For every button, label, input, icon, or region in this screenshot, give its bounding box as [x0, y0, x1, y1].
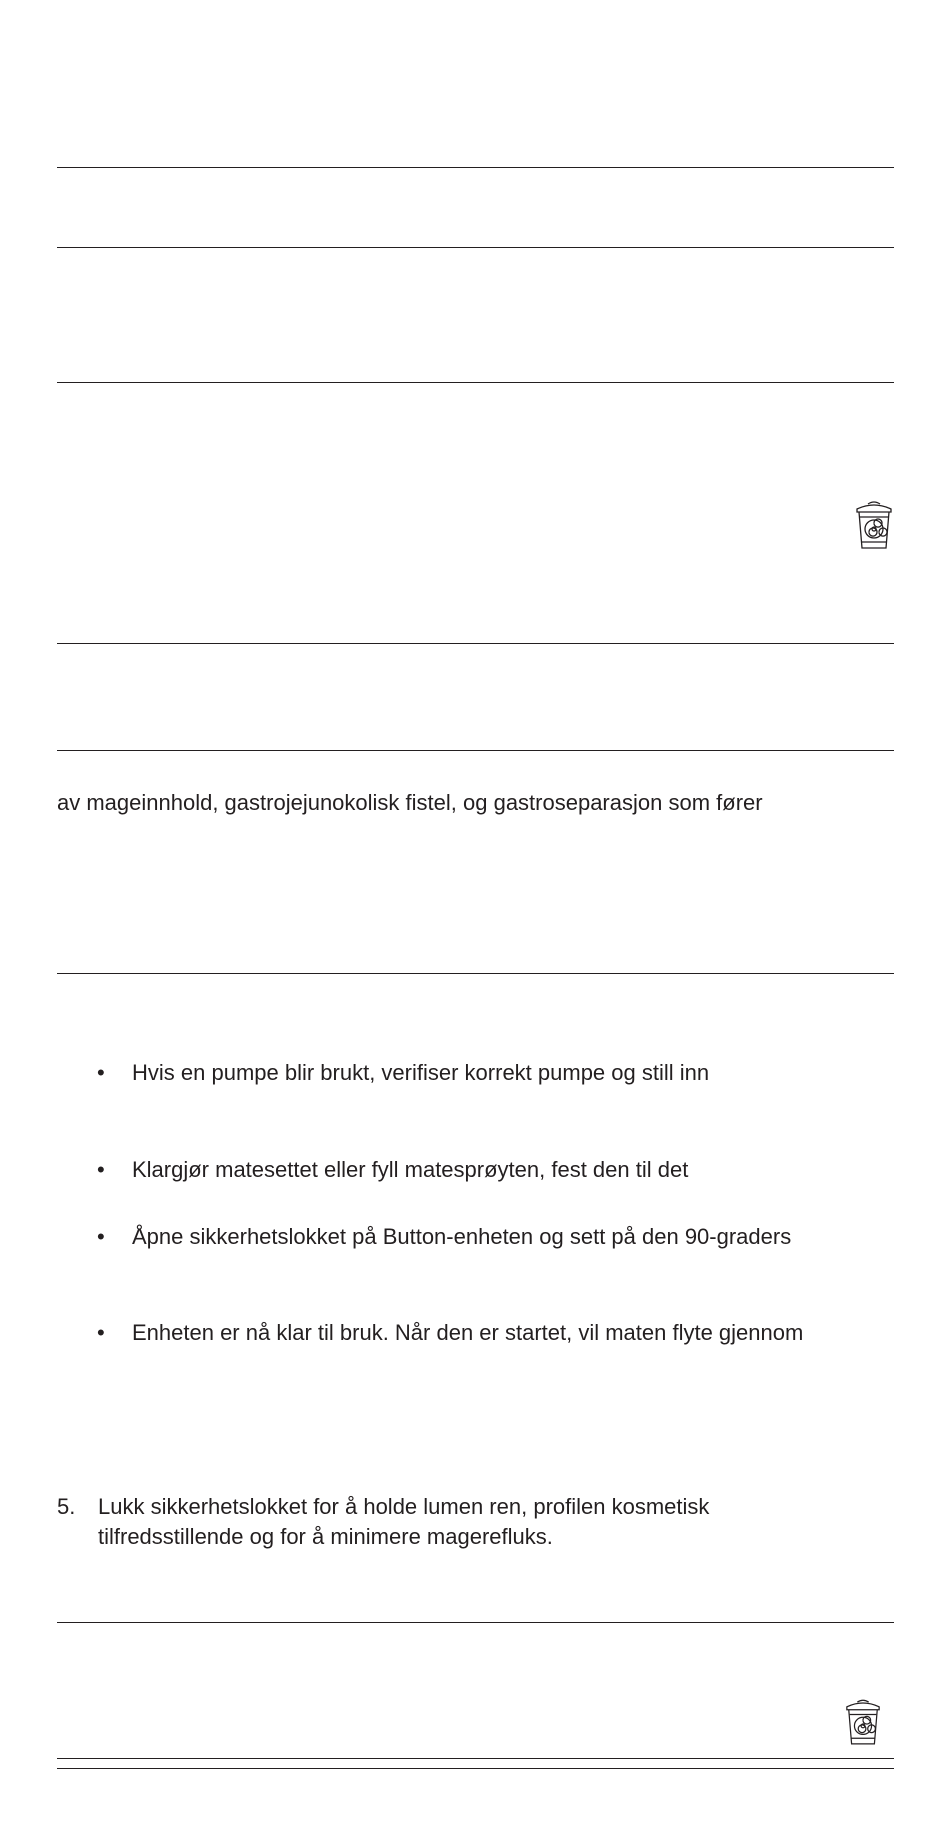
- paragraph-fragment: av mageinnhold, gastrojejunokolisk fistel, og gastroseparasjon som fører: [57, 790, 763, 815]
- section-divider: [57, 1622, 894, 1623]
- section-divider: [57, 247, 894, 248]
- bullet-marker: •: [97, 1224, 105, 1249]
- list-item: Åpne sikkerhetslokket på Button-enheten og sett på den 90-graders: [132, 1224, 792, 1249]
- biohazard-waste-bin-icon: [844, 1697, 882, 1749]
- list-item: Klargjør matesettet eller fyll matesprøyten, fest den til det: [132, 1157, 689, 1182]
- step-number: 5.: [57, 1494, 76, 1519]
- section-divider: [57, 643, 894, 644]
- section-divider: [57, 1758, 894, 1759]
- biohazard-waste-bin-icon: [854, 499, 894, 553]
- section-divider: [57, 750, 894, 751]
- section-divider: [57, 167, 894, 168]
- step-text-line: tilfredsstillende og for å minimere magerefluks.: [98, 1524, 553, 1549]
- list-item: Hvis en pumpe blir brukt, verifiser korrekt pumpe og still inn: [132, 1060, 710, 1085]
- section-divider: [57, 1768, 894, 1769]
- section-divider: [57, 973, 894, 974]
- step-text-line: Lukk sikkerhetslokket for å holde lumen ren, profilen kosmetisk: [98, 1494, 710, 1519]
- bullet-marker: •: [97, 1320, 105, 1345]
- bullet-marker: •: [97, 1157, 105, 1182]
- list-item: Enheten er nå klar til bruk. Når den er startet, vil maten flyte gjennom: [132, 1320, 804, 1345]
- bullet-marker: •: [97, 1060, 105, 1085]
- section-divider: [57, 382, 894, 383]
